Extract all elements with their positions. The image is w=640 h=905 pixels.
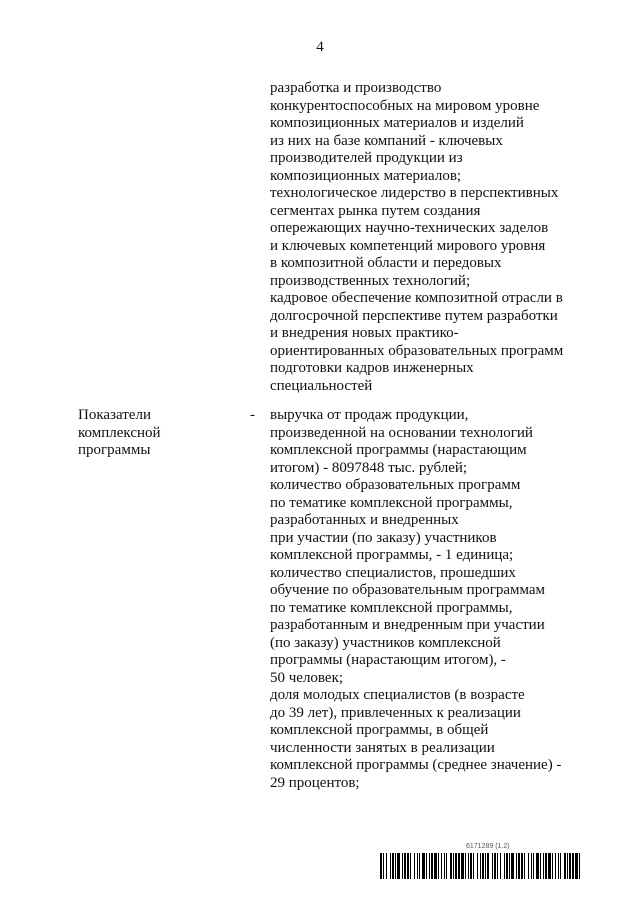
text-line: и ключевых компетенций мирового уровня <box>270 237 546 254</box>
text-line: обучение по образовательным программам <box>270 582 546 598</box>
text-line: программы (нарастающим итогом), - <box>270 652 506 668</box>
label-line: Показатели <box>78 407 151 423</box>
text-line: итогом) - 8097848 тыс. рублей; <box>270 459 468 476</box>
text-line: конкурентоспособных на мировом уровне <box>270 97 540 114</box>
text-line: композиционных материалов; <box>270 167 462 184</box>
text-line: комплексной программы, - 1 единица; <box>270 547 514 563</box>
text-line: подготовки кадров инженерных <box>270 360 474 376</box>
text-line: при участии (по заказу) участников <box>270 529 497 546</box>
goals-continuation-text <box>270 80 600 395</box>
text-line: опережающих научно-технических заделов <box>270 220 549 236</box>
text-line: из них на базе компаний - ключевых <box>270 132 503 149</box>
text-line: комплексной программы, в общей <box>270 722 489 738</box>
text-line: долгосрочной перспективе путем разработки <box>270 307 558 324</box>
text-line: 29 процентов; <box>270 774 360 791</box>
text-line: специальностей <box>270 377 373 394</box>
text-line: и внедрения новых практико- <box>270 325 459 341</box>
text-line: количество образовательных программ <box>270 477 521 493</box>
text-line: по тематике комплексной программы, <box>270 599 513 616</box>
text-line: произведенной на основании технологий <box>270 424 533 441</box>
text-line: разработанным и внедренным при участии <box>270 617 545 633</box>
text-line: выручка от продаж продукции, <box>270 407 469 423</box>
text-line: до 39 лет), привлеченных к реализации <box>270 704 521 721</box>
text-line: производителей продукции из <box>270 150 463 166</box>
document-code: 6171289 (1.2) <box>466 843 510 850</box>
text-line: производственных технологий; <box>270 272 471 289</box>
text-line: ориентированных образовательных программ <box>270 342 564 359</box>
page-number: 4 <box>316 39 324 55</box>
indicators-text <box>270 407 600 792</box>
text-line: количество специалистов, прошедших <box>270 564 516 581</box>
barcode-icon <box>380 853 580 879</box>
text-line: композиционных материалов и изделий <box>270 115 524 131</box>
text-line: комплексной программы (среднее значение) - <box>270 757 562 773</box>
text-line: кадровое обеспечение композитной отрасли в <box>270 290 563 306</box>
text-line: комплексной программы (нарастающим <box>270 442 527 458</box>
row-dash: - <box>250 407 255 423</box>
text-line: разработка и производство <box>270 80 442 96</box>
text-line: разработанных и внедренных <box>270 512 459 528</box>
text-line: численности занятых в реализации <box>270 739 495 756</box>
text-line: сегментах рынка путем создания <box>270 202 481 219</box>
text-line: технологическое лидерство в перспективных <box>270 185 559 201</box>
indicators-label <box>78 407 228 460</box>
label-line: комплексной <box>78 424 161 441</box>
text-line: доля молодых специалистов (в возрасте <box>270 687 525 703</box>
text-line: по тематике комплексной программы, <box>270 494 513 511</box>
text-line: 50 человек; <box>270 669 344 686</box>
text-line: в композитной области и передовых <box>270 255 502 271</box>
label-line: программы <box>78 442 151 458</box>
text-line: (по заказу) участников комплексной <box>270 634 501 651</box>
